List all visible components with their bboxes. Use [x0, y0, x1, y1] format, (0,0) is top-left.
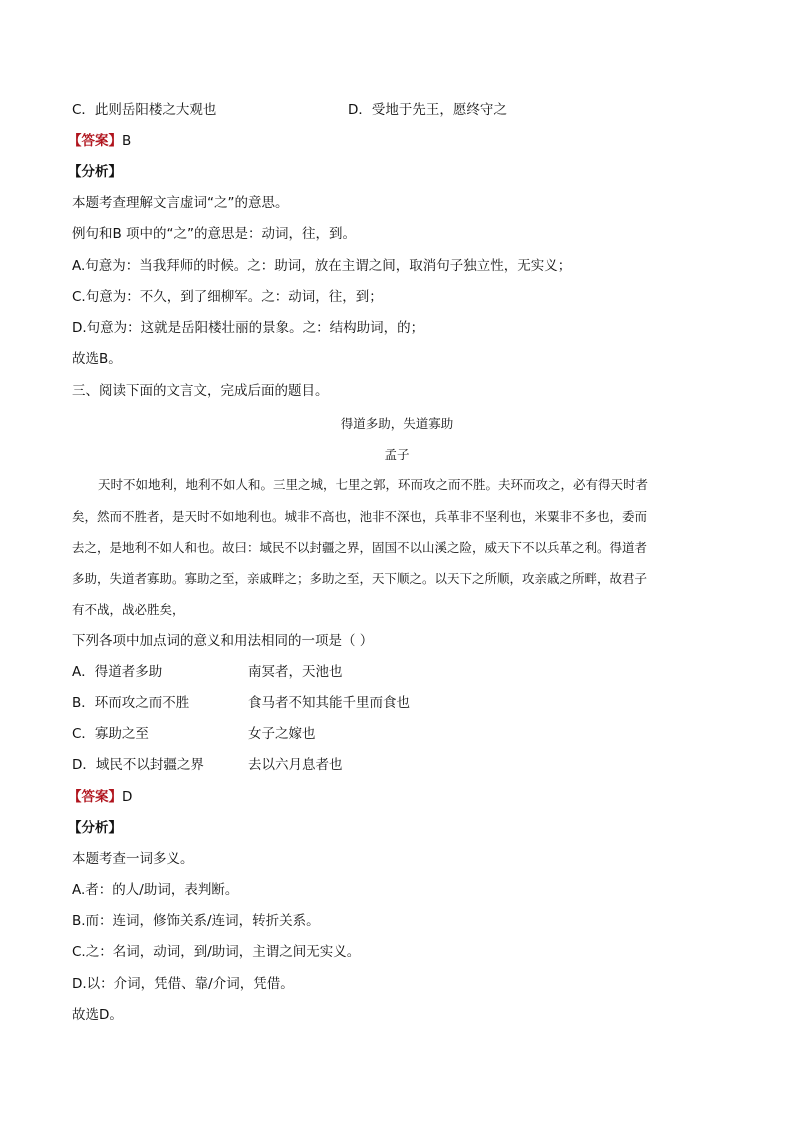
answer-label: 【答案】 [68, 133, 122, 149]
analysis-line: 本题考查理解文言虚词“之”的意思。 [72, 195, 289, 211]
analysis-label: 【分析】 [68, 820, 122, 836]
passage-line: 多助，失道者寡助。寡助之至，亲戚畔之；多助之至，天下顺之。以天下之所顺，攻亲戚之所畔，故君子 [72, 571, 648, 586]
analysis-line: 故选D。 [72, 1007, 123, 1023]
option-b-right: 食马者不知其能千里而食也 [248, 695, 410, 711]
passage-line: 天时不如地利，地利不如人和。三里之城，七里之郭，环而攻之而不胜。夫环而攻之，必有得天时者 [98, 477, 649, 492]
option-c: C．此则岳阳楼之大观也 [72, 102, 217, 118]
analysis-line: 例句和B 项中的“之”的意思是：动词，往，到。 [72, 226, 357, 242]
analysis-line: A.句意为：当我拜师的时候。之：助词，放在主谓之间，取消句子独立性，无实义； [72, 258, 572, 274]
option-d: D．受地于先王，愿终守之 [348, 102, 507, 118]
option-d-left: D．域民不以封疆之界 [72, 757, 204, 773]
answer-value: B [122, 133, 132, 149]
option-c-left: C．寡助之至 [72, 726, 149, 742]
option-c-right: 女子之嫁也 [248, 726, 316, 742]
option-a-right: 南冥者，天池也 [248, 664, 343, 680]
answer-row [68, 788, 132, 806]
option-b-left: B．环而攻之而不胜 [72, 695, 190, 711]
answer-label: 【答案】 [68, 789, 122, 805]
passage-line: 有不战，战必胜矣， [72, 602, 185, 617]
analysis-line: C.句意为：不久，到了细柳军。之：动词，往，到； [72, 289, 383, 305]
analysis-line: 本题考查一词多义。 [72, 851, 194, 867]
passage-title: 得道多助，失道寡助 [340, 416, 454, 431]
analysis-line: C.之：名词，动词，到/助词，主谓之间无实义。 [72, 944, 361, 960]
option-a-left: A．得道者多助 [72, 664, 163, 680]
analysis-line: A.者：的人/助词，表判断。 [72, 882, 239, 898]
analysis-label: 【分析】 [68, 164, 122, 180]
question-stem: 下列各项中加点词的意义和用法相同的一项是（ ） [72, 633, 374, 649]
passage-line: 去之，是地利不如人和也。故曰：域民不以封疆之界，固国不以山溪之险，威天下不以兵革之利。得道者 [72, 540, 648, 555]
passage-author: 孟子 [384, 447, 410, 462]
option-d-right: 去以六月息者也 [248, 757, 343, 773]
passage-line: 矣，然而不胜者，是天时不如地利也。城非不高也，池非不深也，兵革非不坚利也，米粟非不多也，委而 [72, 509, 648, 524]
analysis-line: B.而：连词，修饰关系/连词，转折关系。 [72, 913, 320, 929]
section-heading: 三、阅读下面的文言文，完成后面的题目。 [72, 383, 329, 399]
analysis-line: 故选B。 [72, 351, 122, 367]
answer-row [68, 132, 131, 150]
answer-value: D [122, 789, 133, 805]
analysis-line: D.句意为：这就是岳阳楼壮丽的景象。之：结构助词，的； [72, 320, 425, 336]
analysis-line: D.以：介词，凭借、靠/介词，凭借。 [72, 976, 294, 992]
